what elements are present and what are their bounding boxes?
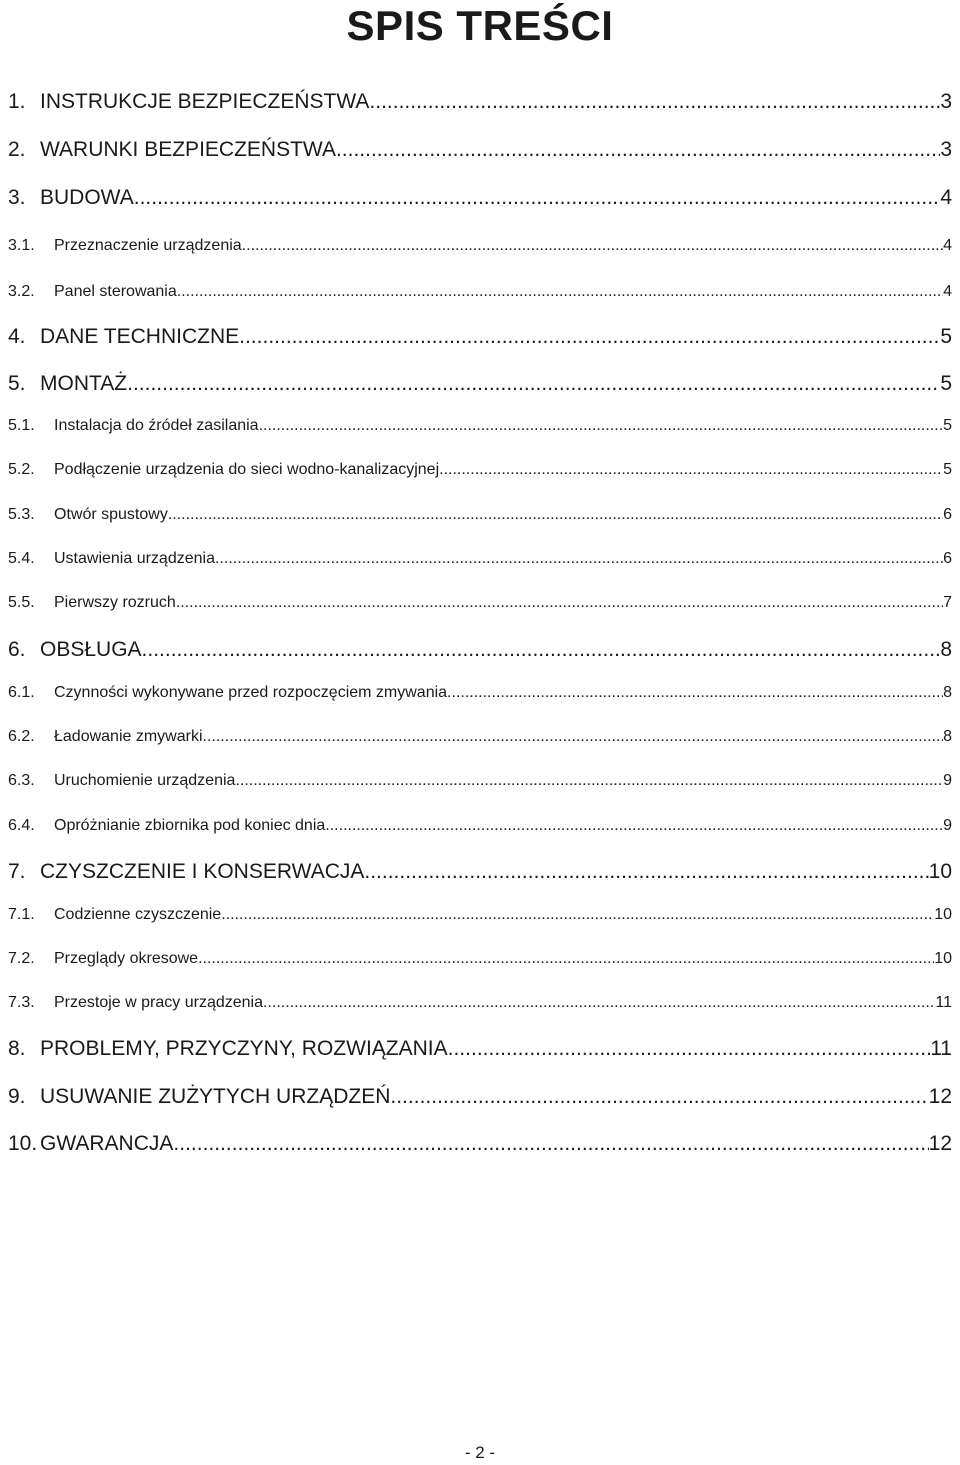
toc-entry[interactable] xyxy=(8,994,952,1012)
toc-entry-page: 4 xyxy=(940,186,952,209)
toc-leader-dots xyxy=(168,506,943,524)
toc-entry-label: Ładowanie zmywarki xyxy=(54,728,203,745)
toc-entry-page: 8 xyxy=(943,684,952,701)
toc-leader-dots xyxy=(390,1085,928,1109)
toc-entry-label: Codzienne czyszczenie xyxy=(54,906,222,923)
toc-entry-page: 5 xyxy=(943,461,952,478)
toc-entry-label: Ustawienia urządzenia xyxy=(54,550,215,567)
page-title: SPIS TREŚCI xyxy=(346,2,614,49)
toc-entry-number: 7.2. xyxy=(8,950,35,967)
toc-entry-page: 3 xyxy=(940,90,952,113)
toc-entry-number: 5.4. xyxy=(8,550,35,567)
toc-entry[interactable] xyxy=(8,906,952,924)
page-number: - 2 - xyxy=(464,1443,496,1462)
toc-entry-page: 4 xyxy=(943,237,952,254)
toc-entry-page: 10 xyxy=(928,860,952,883)
toc-entry-label: GWARANCJA xyxy=(40,1132,174,1155)
toc-entry[interactable] xyxy=(8,1037,952,1061)
toc-entry-number: 1. xyxy=(8,90,26,113)
toc-entry[interactable] xyxy=(8,772,952,790)
toc-entry-label: DANE TECHNICZNE xyxy=(40,325,240,348)
toc-entry-number: 7.1. xyxy=(8,906,35,923)
toc-leader-dots xyxy=(242,237,943,255)
toc-leader-dots xyxy=(127,372,940,396)
toc-leader-dots xyxy=(369,90,940,114)
toc-leader-dots xyxy=(203,728,944,746)
toc-entry-number: 7. xyxy=(8,860,26,883)
toc-leader-dots xyxy=(173,1132,928,1156)
toc-entry-number: 6.1. xyxy=(8,684,35,701)
toc-leader-dots xyxy=(448,1037,931,1061)
toc-entry-page: 5 xyxy=(940,372,952,395)
toc-entry-page: 12 xyxy=(928,1085,952,1108)
toc-entry[interactable] xyxy=(8,237,952,255)
toc-entry[interactable] xyxy=(8,817,952,835)
toc-entry-label: BUDOWA xyxy=(40,186,134,209)
toc-entry-label: Instalacja do źródeł zasilania xyxy=(54,417,259,434)
toc-entry-label: Opróżnianie zbiornika pod koniec dnia xyxy=(54,817,326,834)
toc-entry-label: PROBLEMY, PRZYCZYNY, ROZWIĄZANIA xyxy=(40,1037,448,1060)
toc-leader-dots xyxy=(239,325,940,349)
toc-entry-page: 9 xyxy=(943,772,952,789)
toc-entry-number: 6.2. xyxy=(8,728,35,745)
toc-leader-dots xyxy=(447,684,943,702)
toc-entry[interactable] xyxy=(8,1085,952,1109)
toc-leader-dots xyxy=(176,594,943,612)
toc-entry-label: INSTRUKCJE BEZPIECZEŃSTWA xyxy=(40,90,370,113)
toc-entry-label: OBSŁUGA xyxy=(40,638,142,661)
toc-entry-label: Pierwszy rozruch xyxy=(54,594,176,611)
toc-entry-page: 8 xyxy=(943,728,952,745)
toc-entry-number: 5.3. xyxy=(8,506,35,523)
toc-entry-label: Uruchomienie urządzenia xyxy=(54,772,236,789)
toc-leader-dots xyxy=(263,994,935,1012)
toc-entry-number: 5. xyxy=(8,372,26,395)
toc-entry-label: Przeglądy okresowe xyxy=(54,950,199,967)
toc-entry-number: 3.2. xyxy=(8,283,35,300)
toc-entry[interactable] xyxy=(8,506,952,524)
toc-entry-label: Przestoje w pracy urządzenia xyxy=(54,994,263,1011)
toc-entry-number: 10. xyxy=(8,1132,38,1155)
toc-entry-page: 11 xyxy=(930,1037,952,1060)
toc-leader-dots xyxy=(336,138,940,162)
toc-entry[interactable] xyxy=(8,860,952,884)
toc-entry-page: 4 xyxy=(943,283,952,300)
toc-entry-page: 6 xyxy=(943,506,952,523)
toc-leader-dots xyxy=(177,283,943,301)
toc-entry-page: 11 xyxy=(935,994,952,1011)
toc-leader-dots xyxy=(221,906,934,924)
toc-entry-number: 5.2. xyxy=(8,461,35,478)
toc-entry[interactable] xyxy=(8,90,952,114)
toc-leader-dots xyxy=(235,772,943,790)
toc-leader-dots xyxy=(142,638,941,662)
toc-entry-page: 6 xyxy=(943,550,952,567)
toc-entry-number: 6.4. xyxy=(8,817,35,834)
toc-entry-label: Czynności wykonywane przed rozpoczęciem zmywania xyxy=(54,684,448,701)
toc-entry-label: CZYSZCZENIE I KONSERWACJA xyxy=(40,860,365,883)
toc-entry-label: Panel sterowania xyxy=(54,283,177,300)
toc-entry[interactable] xyxy=(8,417,952,435)
toc-entry-page: 3 xyxy=(940,138,952,161)
toc-leader-dots xyxy=(364,860,928,884)
toc-entry-number: 6. xyxy=(8,638,26,661)
toc-entry[interactable] xyxy=(8,283,952,301)
toc-entry-label: Podłączenie urządzenia do sieci wodno-kanalizacyjnej xyxy=(54,461,440,478)
toc-entry[interactable] xyxy=(8,186,952,210)
toc-entry-number: 9. xyxy=(8,1085,26,1108)
toc-entry-label: WARUNKI BEZPIECZEŃSTWA xyxy=(40,138,336,161)
toc-entry-number: 8. xyxy=(8,1037,26,1060)
toc-entry-label: Otwór spustowy xyxy=(54,506,168,523)
toc-entry-number: 5.1. xyxy=(8,417,35,434)
toc-entry-number: 7.3. xyxy=(8,994,35,1011)
toc-leader-dots xyxy=(134,186,941,210)
toc-entry-number: 3. xyxy=(8,186,26,209)
toc-entry[interactable] xyxy=(8,950,952,968)
toc-entry[interactable] xyxy=(8,594,952,612)
toc-entry[interactable] xyxy=(8,372,952,396)
toc-entry-page: 10 xyxy=(934,950,952,967)
toc-entry-label: Przeznaczenie urządzenia xyxy=(54,237,242,254)
toc-entry[interactable] xyxy=(8,461,952,479)
toc-entry[interactable] xyxy=(8,684,952,702)
toc-entry-number: 4. xyxy=(8,325,26,348)
toc-entry-page: 8 xyxy=(940,638,952,661)
toc-leader-dots xyxy=(215,550,943,568)
toc-entry[interactable] xyxy=(8,1132,952,1156)
toc-entry-page: 10 xyxy=(934,906,952,923)
toc-entry-number: 5.5. xyxy=(8,594,35,611)
toc-entry[interactable] xyxy=(8,138,952,162)
toc-entry-page: 9 xyxy=(943,817,952,834)
toc-entry[interactable] xyxy=(8,325,952,349)
toc-entry[interactable] xyxy=(8,638,952,662)
toc-entry-page: 7 xyxy=(943,594,952,611)
toc-entry-page: 12 xyxy=(928,1132,952,1155)
toc-leader-dots xyxy=(198,950,934,968)
toc-entry-label: USUWANIE ZUŻYTYCH URZĄDZEŃ xyxy=(40,1085,391,1108)
toc-entry-page: 5 xyxy=(943,417,952,434)
toc-entry[interactable] xyxy=(8,550,952,568)
toc-entry-page: 5 xyxy=(940,325,952,348)
toc-entry-number: 2. xyxy=(8,138,26,161)
toc-entry-number: 3.1. xyxy=(8,237,35,254)
toc-entry[interactable] xyxy=(8,728,952,746)
toc-entry-number: 6.3. xyxy=(8,772,35,789)
toc-leader-dots xyxy=(259,417,944,435)
toc-entry-label: MONTAŻ xyxy=(40,372,128,395)
toc-leader-dots xyxy=(325,817,943,835)
toc-leader-dots xyxy=(439,461,943,479)
